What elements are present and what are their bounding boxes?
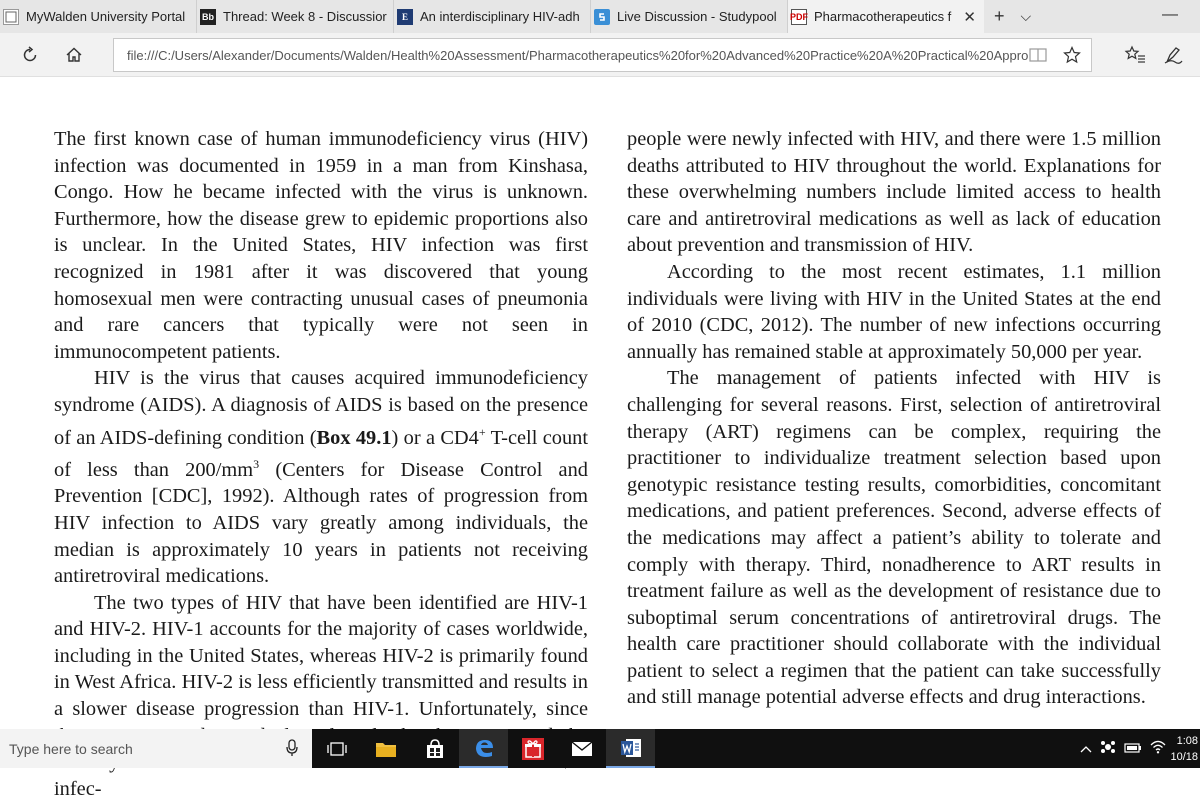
tab-pharmacotherapeutics[interactable] (788, 0, 984, 33)
mail-icon[interactable] (557, 729, 606, 768)
box-reference: Box 49.1 (316, 426, 392, 449)
tab-mywalden[interactable] (0, 0, 197, 33)
clock-date: 10/18 (1170, 750, 1198, 763)
file-explorer-icon[interactable] (361, 729, 410, 768)
edge-browser-icon[interactable] (459, 729, 508, 768)
browser-tab-strip (0, 0, 1200, 33)
wifi-icon[interactable] (1146, 740, 1170, 757)
tab-thread-week8[interactable] (197, 0, 394, 33)
e-icon: E (397, 9, 413, 25)
address-bar[interactable] (113, 38, 1092, 72)
browser-nav-bar (0, 33, 1200, 77)
word-icon[interactable] (606, 729, 655, 768)
tab-list-chevron-icon[interactable]: ⌵ (1020, 8, 1032, 24)
address-url[interactable]: file:///C:/Users/Alexander/Documents/Walden/Health%20Assessment/Pharmacotherapeutics%20for%20Advanced%20Practice%20A%20Practical%20Appro (127, 47, 1029, 63)
tab-interdisciplinary-hiv[interactable] (394, 0, 591, 33)
tab-studypool[interactable] (591, 0, 788, 33)
taskbar-search-box[interactable] (0, 729, 312, 768)
battery-icon[interactable] (1120, 742, 1146, 756)
favorite-star-icon[interactable] (1055, 39, 1089, 71)
paragraph: The two types of HIV that have been identified are HIV-1 and HIV-2. HIV-1 accounts for the majority of cases worldwide, including in the United States, whereas HIV-2 is primarily found in West Africa. HIV-2 is less efficiently transmitted and results in a slower disease progression than HIV-1. Unfortunately, since infec- (54, 591, 588, 800)
tab-label: Live Discussion - Studypool (617, 9, 777, 24)
store-icon[interactable] (410, 729, 459, 768)
close-tab-icon[interactable]: ✕ (963, 8, 976, 26)
clock-time: 1:08 (1176, 734, 1198, 747)
paragraph: The first known case of human immunodeficiency virus (HIV) infection was documented in 1959 in a man from Kinshasa, Congo. How he became infected with the virus is unknown. Furthermore, how the disease grew to epidemic proportions also is unclear. In the United States, HIV infection was first recognized in 1981 after it was discovered that young homosexual men were contracting unusual cases of pneumonia and rare cancers that typically were not seen in immunocompetent patients. (54, 128, 588, 363)
refresh-icon[interactable] (10, 33, 50, 77)
paragraph-text: (Centers for Disease Control and Prevention [CDC], 1992). Although rates of progression from HIV infection to AIDS vary greatly among individuals, the median is approximately 10 years in patients not receiving antiretroviral medications. (54, 458, 588, 588)
web-note-icon[interactable] (1154, 33, 1192, 77)
paragraph: The management of patients infected with HIV is challenging for several reasons. First, selection of antiretroviral therapy (ART) regimens can be complex, requiring the practitioner to individualize treatment selection based upon genotypic resistance testing results, comorbidities, concomitant medications, and patient preferences. Second, adverse effects of the medications may affect a patient’s ability to tolerate and comply with therapy. Third, nonadherence to ART results in treatment failure as well as the development of resistance due to suboptimal serum concentrations of antiretroviral drugs. The health care practitioner should collaborate with the individual patient to select a regimen that the patient can take successfully and still manage potential adverse effects and drug interactions. (627, 367, 1161, 709)
minimize-window-icon[interactable]: — (1162, 6, 1178, 23)
tab-label: MyWalden University Portal (26, 9, 186, 24)
show-hidden-icons-icon[interactable] (1076, 742, 1096, 756)
bb-icon: Bb (200, 9, 216, 25)
favorites-hub-icon[interactable] (1116, 33, 1154, 77)
superscript: + (478, 424, 486, 439)
tab-label: Pharmacotherapeutics f (814, 9, 952, 24)
search-placeholder: Type here to search (9, 740, 133, 757)
pdf-icon: PDF (791, 9, 807, 25)
home-icon[interactable] (54, 33, 94, 77)
new-tab-icon[interactable]: + (994, 6, 1005, 26)
paragraph-text: T-cell count of less than 200/mm (54, 426, 589, 481)
tab-label: Thread: Week 8 - Discussior (223, 9, 387, 24)
windows-taskbar (0, 729, 1200, 768)
paragraph-text: HIV is the virus that causes acquired immunodeficiency syndrome (AIDS). A diagnosis of AIDS is based on the presence of an AIDS-defining condition ( (54, 367, 588, 449)
network-devices-icon[interactable] (1096, 740, 1120, 757)
superscript: 3 (253, 456, 260, 471)
document-left-column (54, 126, 588, 802)
microphone-icon[interactable] (286, 739, 298, 762)
tab-label: An interdisciplinary HIV-adh (420, 9, 580, 24)
task-view-icon[interactable] (312, 729, 361, 768)
reading-view-icon[interactable] (1021, 39, 1055, 71)
gift-app-icon[interactable] (508, 729, 557, 768)
paragraph-text: ) or a CD4 (391, 426, 479, 449)
paragraph: people were newly infected with HIV, and there were 1.5 million deaths attributed to HIV throughout the world. Explanations for these overwhelming numbers include limited access to health care and antiretroviral medications as well as lack of education about prevention and transmission of HIV. (627, 128, 1161, 257)
walden-icon (3, 9, 19, 25)
system-tray (1076, 729, 1200, 768)
paragraph (54, 365, 588, 589)
studypool-icon (594, 9, 610, 25)
taskbar-clock[interactable] (1170, 733, 1200, 765)
paragraph: According to the most recent estimates, 1.1 million individuals were living with HIV in the United States at the end of 2010 (CDC, 2012). The number of new infections occurring annually has remained stable at approximately 50,000 per year. (627, 260, 1161, 363)
document-right-column (627, 126, 1161, 711)
